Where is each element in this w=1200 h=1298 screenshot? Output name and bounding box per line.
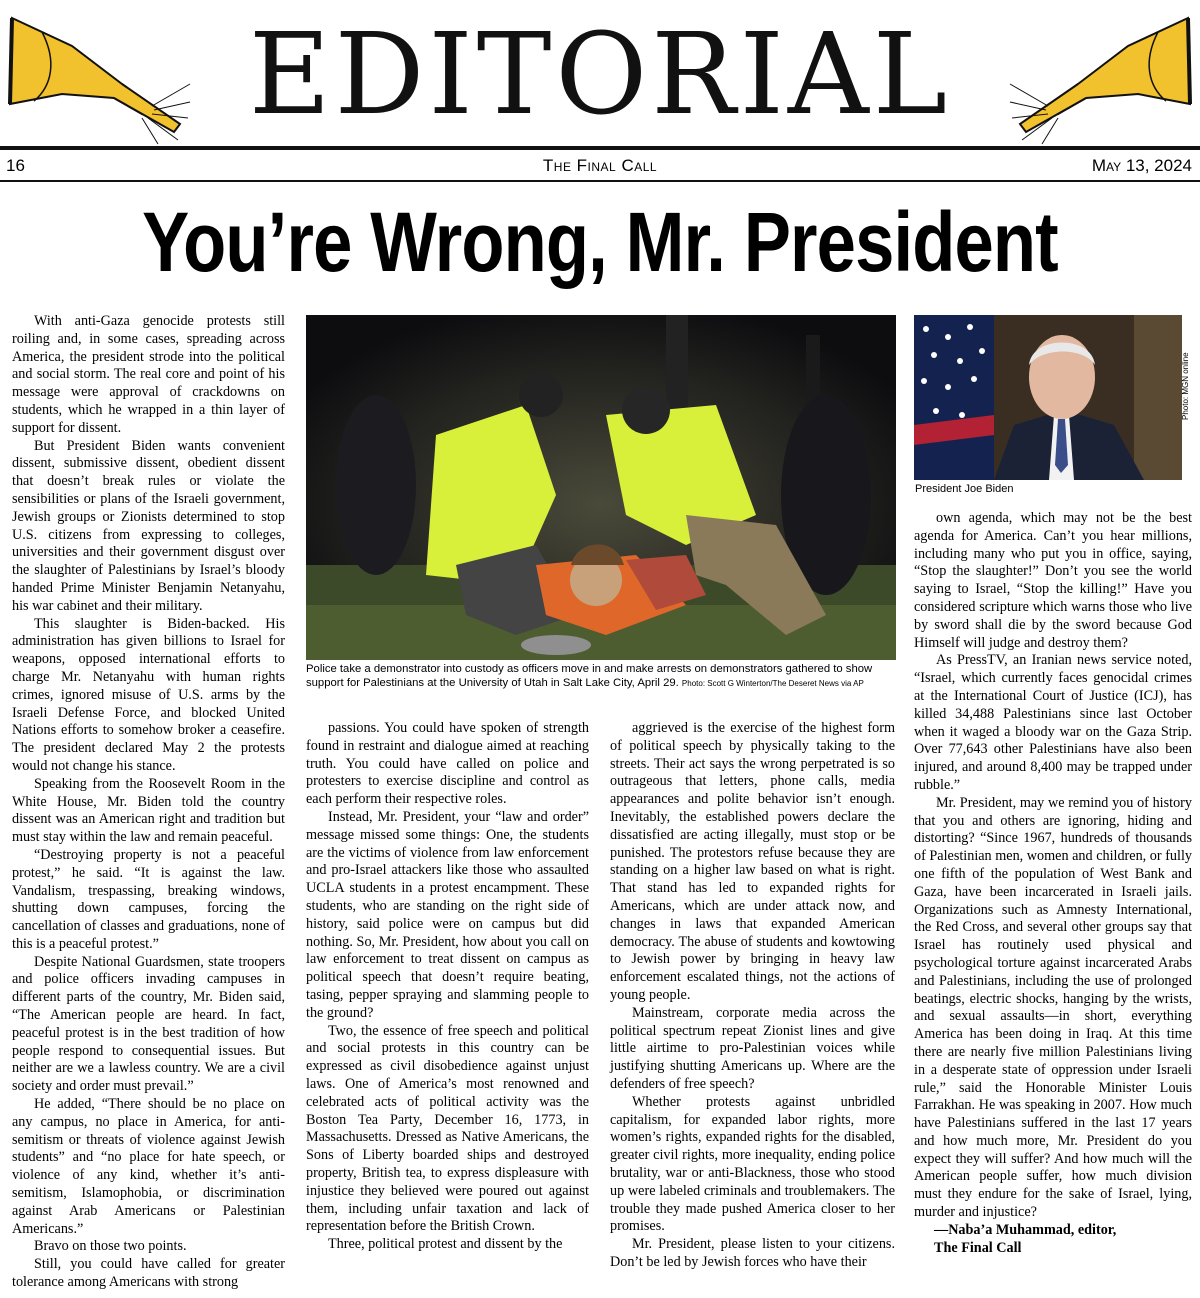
paragraph: Three, political protest and dissent by the <box>328 1236 563 1253</box>
paragraph: With anti-Gaza genocide protests still roiling and, in some cases, spreading across America, the president strode into the political and social storm. The real core and point of his message were approval of crackdowns on students, which he wrapped in a thin layer of support for dissent. <box>12 313 285 436</box>
article-column-1 <box>12 313 285 1292</box>
paragraph: Mr. President, please listen to your citizens. Don’t be led by Jewish forces who have their <box>610 1236 895 1270</box>
paragraph: Whether protests against unbridled capitalism, for expanded labor rights, more women’s rights, expanded rights for the disabled, greater civil rights, more inequality, ending police brutality, war or anti-Blackness, those who stood up were labeled criminals and troublemakers. The trouble they made pushed America closer to her promises. <box>610 1093 895 1235</box>
trumpet-icon-right <box>1008 6 1198 146</box>
paper-name: The Final Call <box>542 156 658 175</box>
page-number: 16 <box>6 156 25 175</box>
paragraph: own agenda, which may not be the best agenda for America. Can’t you hear millions, including many who put you in office, saying, “Stop the slaughter!” Don’t you see the world saying to Israel, “Stop the killing!” Have you considered scripture which warns those who live by sword shall die by the sword because God Himself will judge and destroy them? <box>914 510 1192 651</box>
article-column-2 <box>306 720 589 1254</box>
paragraph: Despite National Guardsmen, state troopers and police officers invading campuses in different parts of the country, Mr. Biden said, “The American people are heard. In fact, peaceful protest is in the best tradition of how people respond to consequential issues. But neither are we a lawless country. We are a civil society and order must prevail.” <box>12 953 285 1095</box>
paragraph: Speaking from the Roosevelt Room in the White House, Mr. Biden told the country dissent was an American right and tradition but must stay within the law and remain peaceful. <box>12 775 285 846</box>
paragraph: As PressTV, an Iranian news service noted, “Israel, which currently faces genocidal crimes at the International Court of Justice (ICJ), has killed 34,488 Palestinians since last October when it waged a bloody war on the Gaza Strip. Over 77,643 other Palestinians have also been injured, and around 8,400 may be trapped under rubble.” <box>914 652 1192 793</box>
masthead-rule <box>0 146 1200 150</box>
protest-arrest-photo <box>306 315 896 660</box>
paragraph: He added, “There should be no place on any campus, no place in America, for anti-semitism or threats of violence against Jewish students” and “no place for hate speech, or violence of any kind, whether it’s anti-semitism, Islamophobia, or discrimination against Arab Americans or Palestinian Americans.” <box>12 1096 285 1237</box>
photo-credit: Photo: Scott G Winterton/The Deseret News via AP <box>681 679 864 688</box>
signature-line: The Final Call <box>934 1239 1022 1256</box>
masthead-title: EDITORIAL <box>248 10 952 140</box>
article-column-3 <box>610 720 895 1272</box>
paragraph: Still, you could have called for greater tolerance among Americans with strong <box>12 1256 285 1291</box>
paragraph: “Destroying property is not a peaceful protest,” he said. “It is against the law. Vandalism, trespassing, breaking windows, shutting down campuses, forcing the cancellation of classes and graduations, none of this is a peaceful protest.” <box>12 846 285 952</box>
issue-date: May 13, 2024 <box>1091 156 1192 175</box>
paragraph: Bravo on those two points. <box>34 1238 187 1255</box>
folio-line <box>0 153 1200 179</box>
paragraph: This slaughter is Biden-backed. His administration has given billions to Israel for weapons, opposed international efforts to charge Mr. Netanyahu with human rights crimes, ignored misuse of U.S. arms by the Israeli Defense Force, and blocked United Nations efforts to somehow broker a ceasefire. The president declared May 2 the protests would not change his stance. <box>12 615 285 774</box>
paragraph: Instead, Mr. President, your “law and order” message missed some things: One, the students are the victims of violence from law enforcement and pro-Israel attackers like those who assaulted UCLA students in a protest encampment. These students, who are standing on the right side of history, said police were on campus but did nothing. So, Mr. President, how about you call on law enforcement to treat dissent on campus as political speech that doesn’t require beating, tasing, pepper spraying and slamming people to the ground? <box>306 808 589 1021</box>
portrait-caption: President Joe Biden <box>915 483 1014 495</box>
paragraph: Mainstream, corporate media across the political spectrum repeat Zionist lines and give little airtime to pro-Palestinian voices while justifying shutting Americans up. Where are the defenders of free speech? <box>610 1004 895 1092</box>
article-column-4 <box>914 510 1192 1257</box>
headline: You’re Wrong, Mr. President <box>142 195 1058 289</box>
trumpet-icon-left <box>2 6 192 146</box>
paragraph: But President Biden wants convenient dissent, submissive dissent, obedient dissent that doesn’t break rules or violate the sensibilities or plans of the Israeli government, Jewish groups or Zionists determined to stop U.S. citizens from expressing to colleges, universities and their government disgust over the slaughter of Palestinians by Israel’s bloody handed Prime Minister Benjamin Netanyahu, his war cabinet and their military. <box>12 437 285 614</box>
photo-caption-text: Police take a demonstrator into custody as officers move in and make arrests on demonstrators gathered to show support for Palestinians at the University of Utah in Salt Lake City, April 29. <box>306 663 873 689</box>
paragraph: aggrieved is the exercise of the highest form of political speech by physically taking to the streets. Their act says the wrong perpetrated is so outrageous that letters, phone calls, media appearances and polite behavior isn’t enough. Inevitably, the established powers declare the dissatisfied are acting illegally, must stop or be punished. The protestors refuse because they are standing on a higher law based on what is right. That stand has led to expanded rights for Americans, which are under attack now, and changes in laws that expanded American democracy. The abuse of students and kowtowing to Jewish power by bringing in heavy law enforcement escalated things, not the actions of young people. <box>610 720 895 1003</box>
folio-rule <box>0 180 1200 182</box>
photo-caption <box>306 662 901 691</box>
president-portrait-photo <box>914 315 1182 480</box>
portrait-credit: Photo: MGN online <box>1181 352 1190 420</box>
masthead <box>0 0 1200 150</box>
paragraph: Mr. President, may we remind you of history that you and others are ignoring, hiding and distorting? “Since 1967, hundreds of thousands of Palestinian men, women and children, or fully one fifth of the population of West Bank and Gaza, have been incarcerated in Israeli jails. Organizations such as Amnesty International, the Red Cross, and several other groups say that Israel has routinely used physical and psychological torture against incarcerated Arabs and Palestinians, including the use of prolonged beatings, electric shocks, hanging by the wrists, and sexual assaults—in short, everything America has been doing in Iraq. At this time there are nearly five million Palestinians living in a desperate state of oppression under Israeli rule,” said the Honorable Minister Louis Farrakhan. He was speaking in 2007. How much have Palestinians suffered in the last 17 years and how much more, Mr. President do you expect they will suffer? And how much will the American people suffer, how much division must they endure for the sake of Israel, lying, murder and injustice? <box>914 794 1192 1221</box>
signature-line: —Naba’a Muhammad, editor, <box>934 1221 1117 1238</box>
paragraph: Two, the essence of free speech and political and social protests in this country can be expressed as civil disobedience against unjust laws. One of America’s most renowned and celebrated acts of political activity was the Boston Tea Party, December 16, 1773, in Massachusetts. Dressed as Native Americans, the Sons of Liberty boarded ships and destroyed property, British tea, to express displeasure with injustice they believed were poured out against them, including unfair taxation and lack of representation before the British Crown. <box>306 1022 589 1235</box>
paragraph: passions. You could have spoken of strength found in restraint and dialogue aimed at reaching truth. You could have called on police and protesters to exercise discipline and control as each perform their respective roles. <box>306 720 589 808</box>
